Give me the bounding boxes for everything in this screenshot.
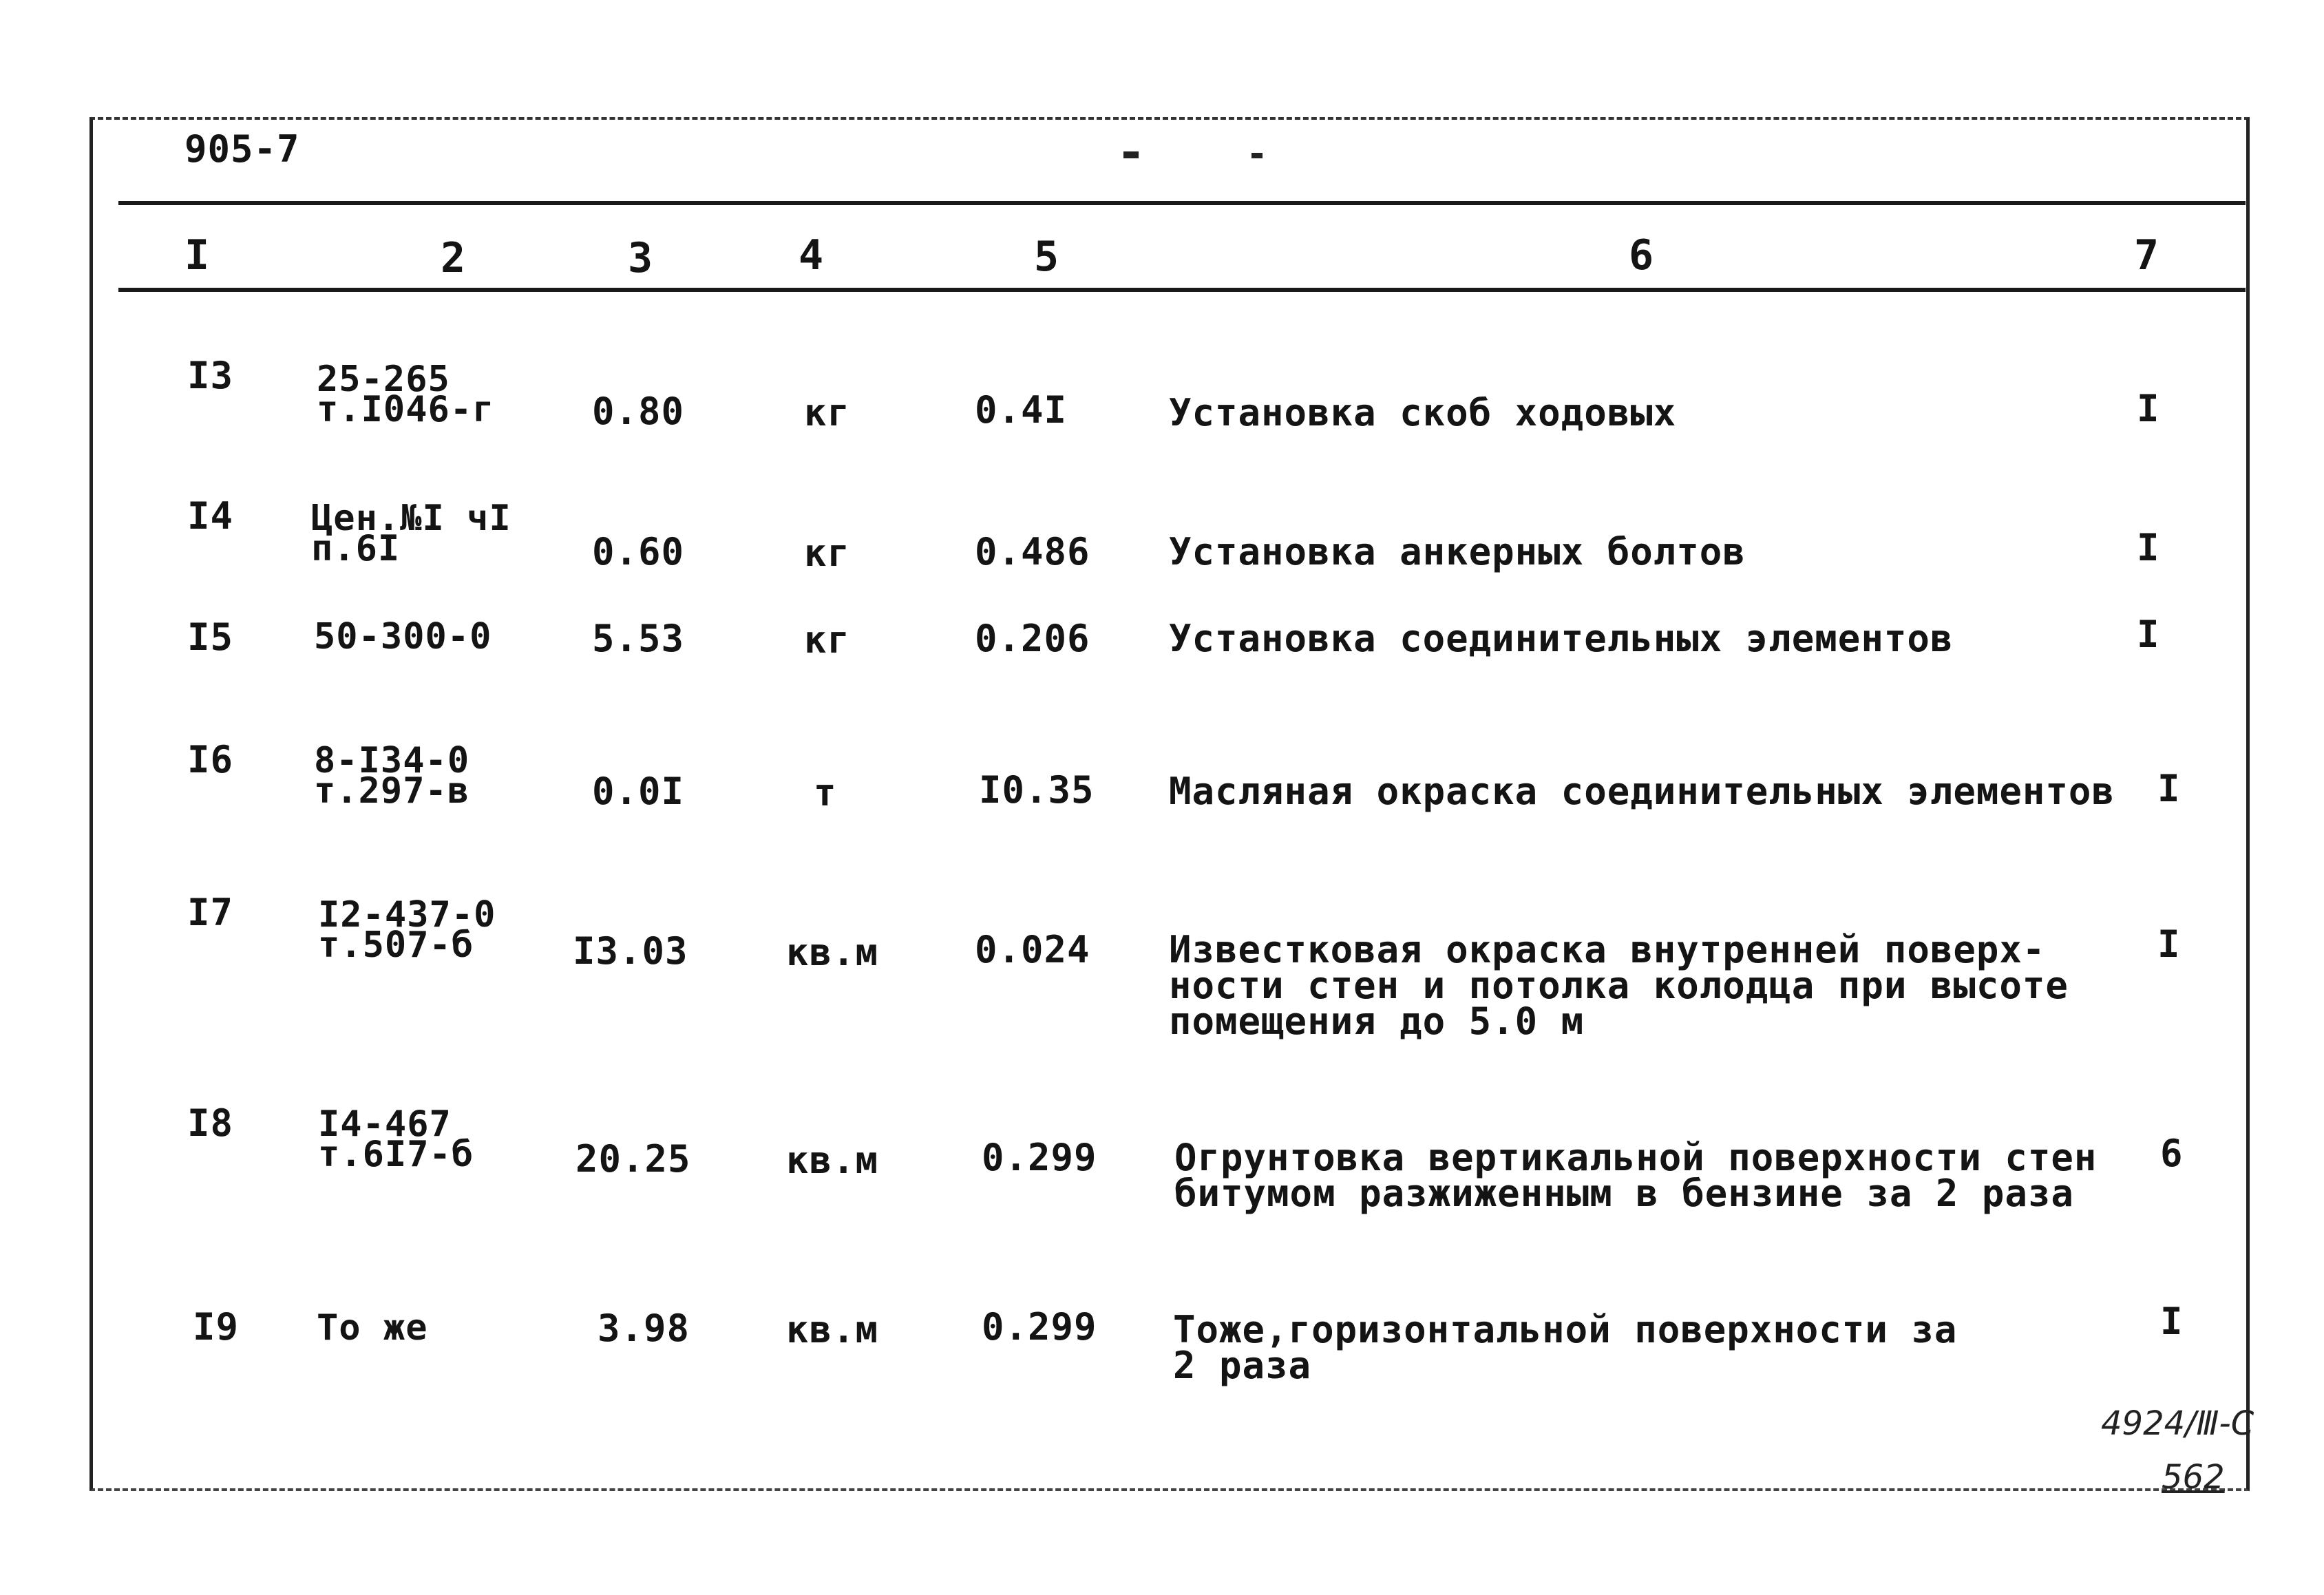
header-bottom-rule [118,288,2246,292]
row-description: Установка соединительных элементов [1169,617,1954,660]
header-top-rule [118,201,2246,205]
row-ref-line2: т.I046-г [317,389,495,430]
row-unit: кв.м [786,1139,879,1182]
row-quantity: 5.53 [592,617,685,660]
row-ref-line1: То же [317,1307,428,1349]
row-number: I5 [187,615,234,659]
row-ref-line1: 8-I34-0 [314,740,470,781]
row-unit: кв.м [786,1308,879,1351]
column-header-6: 6 [1629,231,1655,279]
row-count: I [2160,1300,2184,1343]
row-ref-line2: п.6I [311,528,401,569]
title-dash-2 [1251,153,1263,158]
column-header-1: I [184,231,211,279]
row-norm: 0.024 [975,928,1090,971]
row-count: I [2137,387,2160,430]
row-quantity: 3.98 [598,1307,690,1350]
row-ref-line1: 50-300-0 [314,616,492,657]
row-unit: кг [804,618,851,662]
row-number: I4 [187,494,234,538]
archive-stamp-page: 562 [2162,1458,2225,1497]
row-norm: 0.299 [982,1305,1097,1349]
row-count: 6 [2160,1132,2184,1175]
row-ref-line1: I2-437-0 [318,894,496,936]
row-unit: кг [804,391,851,434]
archive-stamp-number: 4924/Ⅲ-С [2101,1404,2254,1443]
row-number: I6 [187,738,234,781]
row-description: Установка скоб ходовых [1169,391,1677,434]
row-norm: 0.299 [982,1136,1097,1179]
row-ref-line1: I4-467 [318,1103,452,1145]
row-quantity: I3.03 [573,929,688,973]
row-description: Известковая окраска внутренней поверх- ности стен и потолка колодца при высоте помещения до 5.0 м [1169,928,2069,1043]
row-description: Огрунтовка вертикальной поверхности стен битумом разжиженным в бензине за 2 раза [1174,1136,2098,1215]
row-count: I [2137,526,2160,569]
row-description: Установка анкерных болтов [1169,530,1746,573]
row-quantity: 20.25 [575,1137,691,1181]
row-number: I7 [187,891,234,934]
row-norm: 0.206 [975,617,1090,660]
column-header-7: 7 [2134,231,2160,279]
row-norm: 0.486 [975,530,1090,573]
column-header-3: 3 [628,234,654,282]
document-code: 905-7 [184,127,300,171]
column-header-2: 2 [441,234,467,282]
row-ref-line1: 25-265 [317,359,450,400]
title-dash-1 [1123,151,1139,158]
row-unit: кг [804,531,851,575]
row-count: I [2137,613,2160,656]
row-quantity: 0.0I [592,770,685,813]
row-ref-line1: Цен.№I чI [311,498,511,539]
row-description: Масляная окраска соединительных элементов [1169,770,2115,813]
column-header-5: 5 [1034,233,1060,281]
column-header-4: 4 [799,231,825,279]
row-quantity: 0.80 [592,390,685,433]
row-norm: 0.4I [975,388,1068,432]
row-ref-line2: т.6I7-б [318,1134,474,1175]
row-unit: кв.м [786,931,879,974]
row-ref-line2: т.297-в [314,770,470,812]
row-number: I3 [187,354,234,397]
row-ref-line2: т.507-б [318,925,474,966]
row-norm: I0.35 [979,768,1095,812]
row-description: Тоже,горизонтальной поверхности за 2 раза [1173,1308,1958,1387]
row-number: I8 [187,1101,234,1145]
row-unit: т [814,771,837,814]
row-count: I [2157,767,2181,810]
row-number: I9 [193,1305,240,1349]
row-quantity: 0.60 [592,530,685,573]
row-count: I [2157,922,2181,966]
